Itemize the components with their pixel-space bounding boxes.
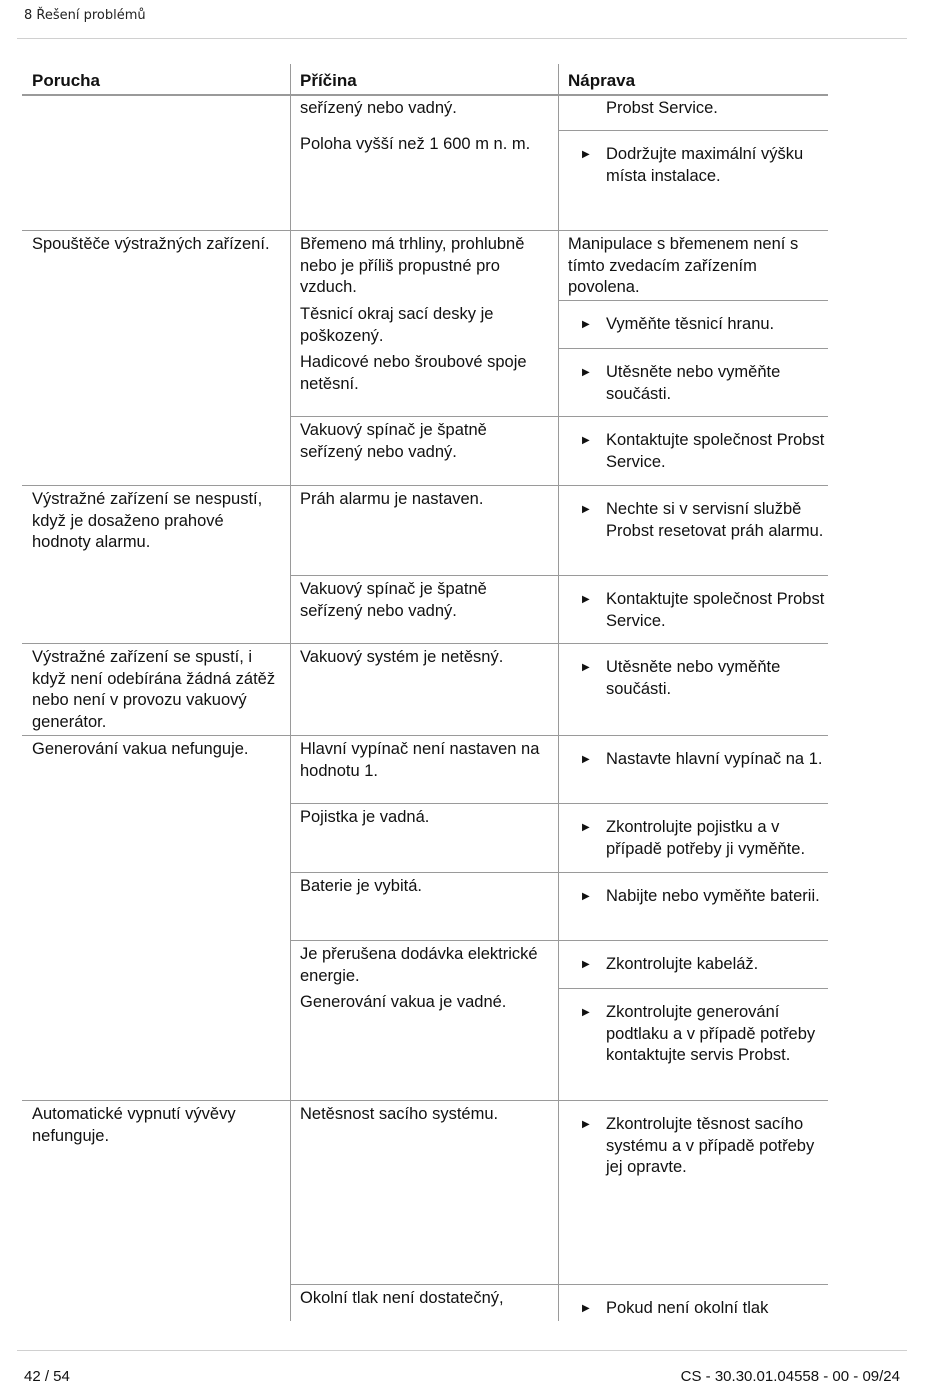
bullet-arrow-icon: ▶ — [582, 435, 590, 446]
fault-cell: Automatické vypnutí vývěvy nefunguje. — [32, 1105, 236, 1145]
remedy-cell: Nabijte nebo vyměňte baterii. — [606, 887, 820, 905]
row-divider — [558, 988, 828, 989]
row-divider — [558, 485, 828, 486]
bullet-arrow-icon: ▶ — [582, 594, 590, 605]
cause-cell: Netěsnost sacího systému. — [300, 1105, 499, 1123]
row-divider — [558, 230, 828, 231]
row-divider — [290, 735, 558, 736]
row-divider — [558, 130, 828, 131]
column-divider — [558, 64, 559, 1321]
column-header-fault: Porucha — [32, 71, 101, 90]
remedy-cell: Zkontrolujte kabeláž. — [606, 955, 759, 973]
row-divider — [22, 1100, 290, 1101]
bullet-arrow-icon: ▶ — [582, 504, 590, 515]
row-divider — [558, 735, 828, 736]
remedy-cell: Zkontrolujte pojistku a v případě potřeby ji vyměňte. — [606, 818, 806, 858]
row-divider — [558, 416, 828, 417]
remedy-cell: Dodržujte maximální výšku místa instalace. — [606, 145, 804, 185]
cause-cell: Baterie je vybitá. — [300, 877, 422, 895]
fault-cell: Výstražné zařízení se nespustí, když je dosaženo prahové hodnoty alarmu. — [32, 490, 263, 551]
row-divider — [558, 940, 828, 941]
row-divider — [290, 940, 558, 941]
row-divider — [290, 575, 558, 576]
row-divider — [290, 416, 558, 417]
column-divider — [290, 64, 291, 1321]
row-divider — [290, 1284, 558, 1285]
cause-cell: Práh alarmu je nastaven. — [300, 490, 484, 508]
header-divider — [17, 38, 907, 39]
column-header-cause: Příčina — [300, 71, 357, 90]
remedy-cell: Nastavte hlavní vypínač na 1. — [606, 750, 823, 768]
bullet-arrow-icon: ▶ — [582, 822, 590, 833]
troubleshooting-table — [22, 64, 828, 1321]
cause-cell: Pojistka je vadná. — [300, 808, 430, 826]
cause-cell: Hadicové nebo šroubové spoje netěsní. — [300, 353, 527, 393]
row-divider — [558, 872, 828, 873]
fault-cell: Generování vakua nefunguje. — [32, 740, 249, 758]
document-number: CS - 30.30.01.04558 - 00 - 09/24 — [680, 1368, 900, 1385]
remedy-cell: Probst Service. — [606, 99, 718, 117]
remedy-cell: Kontaktujte společnost Probst Service. — [606, 590, 825, 630]
row-divider — [22, 735, 290, 736]
row-divider — [558, 348, 828, 349]
row-divider — [558, 803, 828, 804]
fault-cell: Spouštěče výstražných zařízení. — [32, 235, 270, 253]
row-divider — [290, 803, 558, 804]
bullet-arrow-icon: ▶ — [582, 149, 590, 160]
cause-cell: Generování vakua je vadné. — [300, 993, 507, 1011]
row-divider — [22, 643, 290, 644]
page-number: 42 / 54 — [24, 1368, 70, 1385]
remedy-cell: Vyměňte těsnicí hranu. — [606, 315, 775, 333]
bullet-arrow-icon: ▶ — [582, 367, 590, 378]
row-divider — [290, 230, 558, 231]
remedy-cell: Pokud není okolní tlak — [606, 1299, 769, 1317]
row-divider — [22, 230, 290, 231]
footer-divider — [17, 1350, 907, 1351]
header-underline — [22, 94, 828, 96]
row-divider — [290, 643, 558, 644]
bullet-arrow-icon: ▶ — [582, 662, 590, 673]
bullet-arrow-icon: ▶ — [582, 754, 590, 765]
row-divider — [558, 643, 828, 644]
row-divider — [558, 1100, 828, 1101]
bullet-arrow-icon: ▶ — [582, 1007, 590, 1018]
row-divider — [290, 872, 558, 873]
bullet-arrow-icon: ▶ — [582, 1119, 590, 1130]
row-divider — [290, 485, 558, 486]
cause-cell: Poloha vyšší než 1 600 m n. m. — [300, 135, 531, 153]
remedy-cell: Kontaktujte společnost Probst Service. — [606, 431, 825, 471]
cause-cell: Je přerušena dodávka elektrické energie. — [300, 945, 538, 985]
row-divider — [558, 575, 828, 576]
remedy-cell: Manipulace s břemenem není s tímto zvedacím zařízením povolena. — [568, 235, 799, 296]
cause-cell: Vakuový spínač je špatně seřízený nebo vadný. — [300, 580, 487, 620]
remedy-cell: Utěsněte nebo vyměňte součásti. — [606, 658, 781, 698]
remedy-cell: Nechte si v servisní službě Probst resetovat práh alarmu. — [606, 500, 824, 540]
bullet-arrow-icon: ▶ — [582, 319, 590, 330]
row-divider — [558, 1284, 828, 1285]
row-divider — [290, 1100, 558, 1101]
cause-cell: seřízený nebo vadný. — [300, 99, 457, 117]
row-divider — [558, 300, 828, 301]
cause-cell: Těsnicí okraj sací desky je poškozený. — [300, 305, 494, 345]
running-header: 8 Řešení problémů — [24, 8, 146, 23]
remedy-cell: Zkontrolujte generování podtlaku a v případě potřeby kontaktujte servis Probst. — [606, 1003, 816, 1064]
bullet-arrow-icon: ▶ — [582, 891, 590, 902]
bullet-arrow-icon: ▶ — [582, 959, 590, 970]
fault-cell: Výstražné zařízení se spustí, i když není odebírána žádná zátěž nebo není v provozu vakuový generátor. — [32, 648, 276, 731]
cause-cell: Hlavní vypínač není nastaven na hodnotu 1. — [300, 740, 540, 780]
cause-cell: Vakuový systém je netěsný. — [300, 648, 504, 666]
remedy-cell: Zkontrolujte těsnost sacího systému a v případě potřeby jej opravte. — [606, 1115, 815, 1176]
row-divider — [22, 485, 290, 486]
column-header-remedy: Náprava — [568, 71, 636, 90]
remedy-cell: Utěsněte nebo vyměňte součásti. — [606, 363, 781, 403]
bullet-arrow-icon: ▶ — [582, 1303, 590, 1314]
cause-cell: Okolní tlak není dostatečný, — [300, 1289, 504, 1307]
cause-cell: Vakuový spínač je špatně seřízený nebo vadný. — [300, 421, 487, 461]
cause-cell: Břemeno má trhliny, prohlubně nebo je příliš propustné pro vzduch. — [300, 235, 525, 296]
